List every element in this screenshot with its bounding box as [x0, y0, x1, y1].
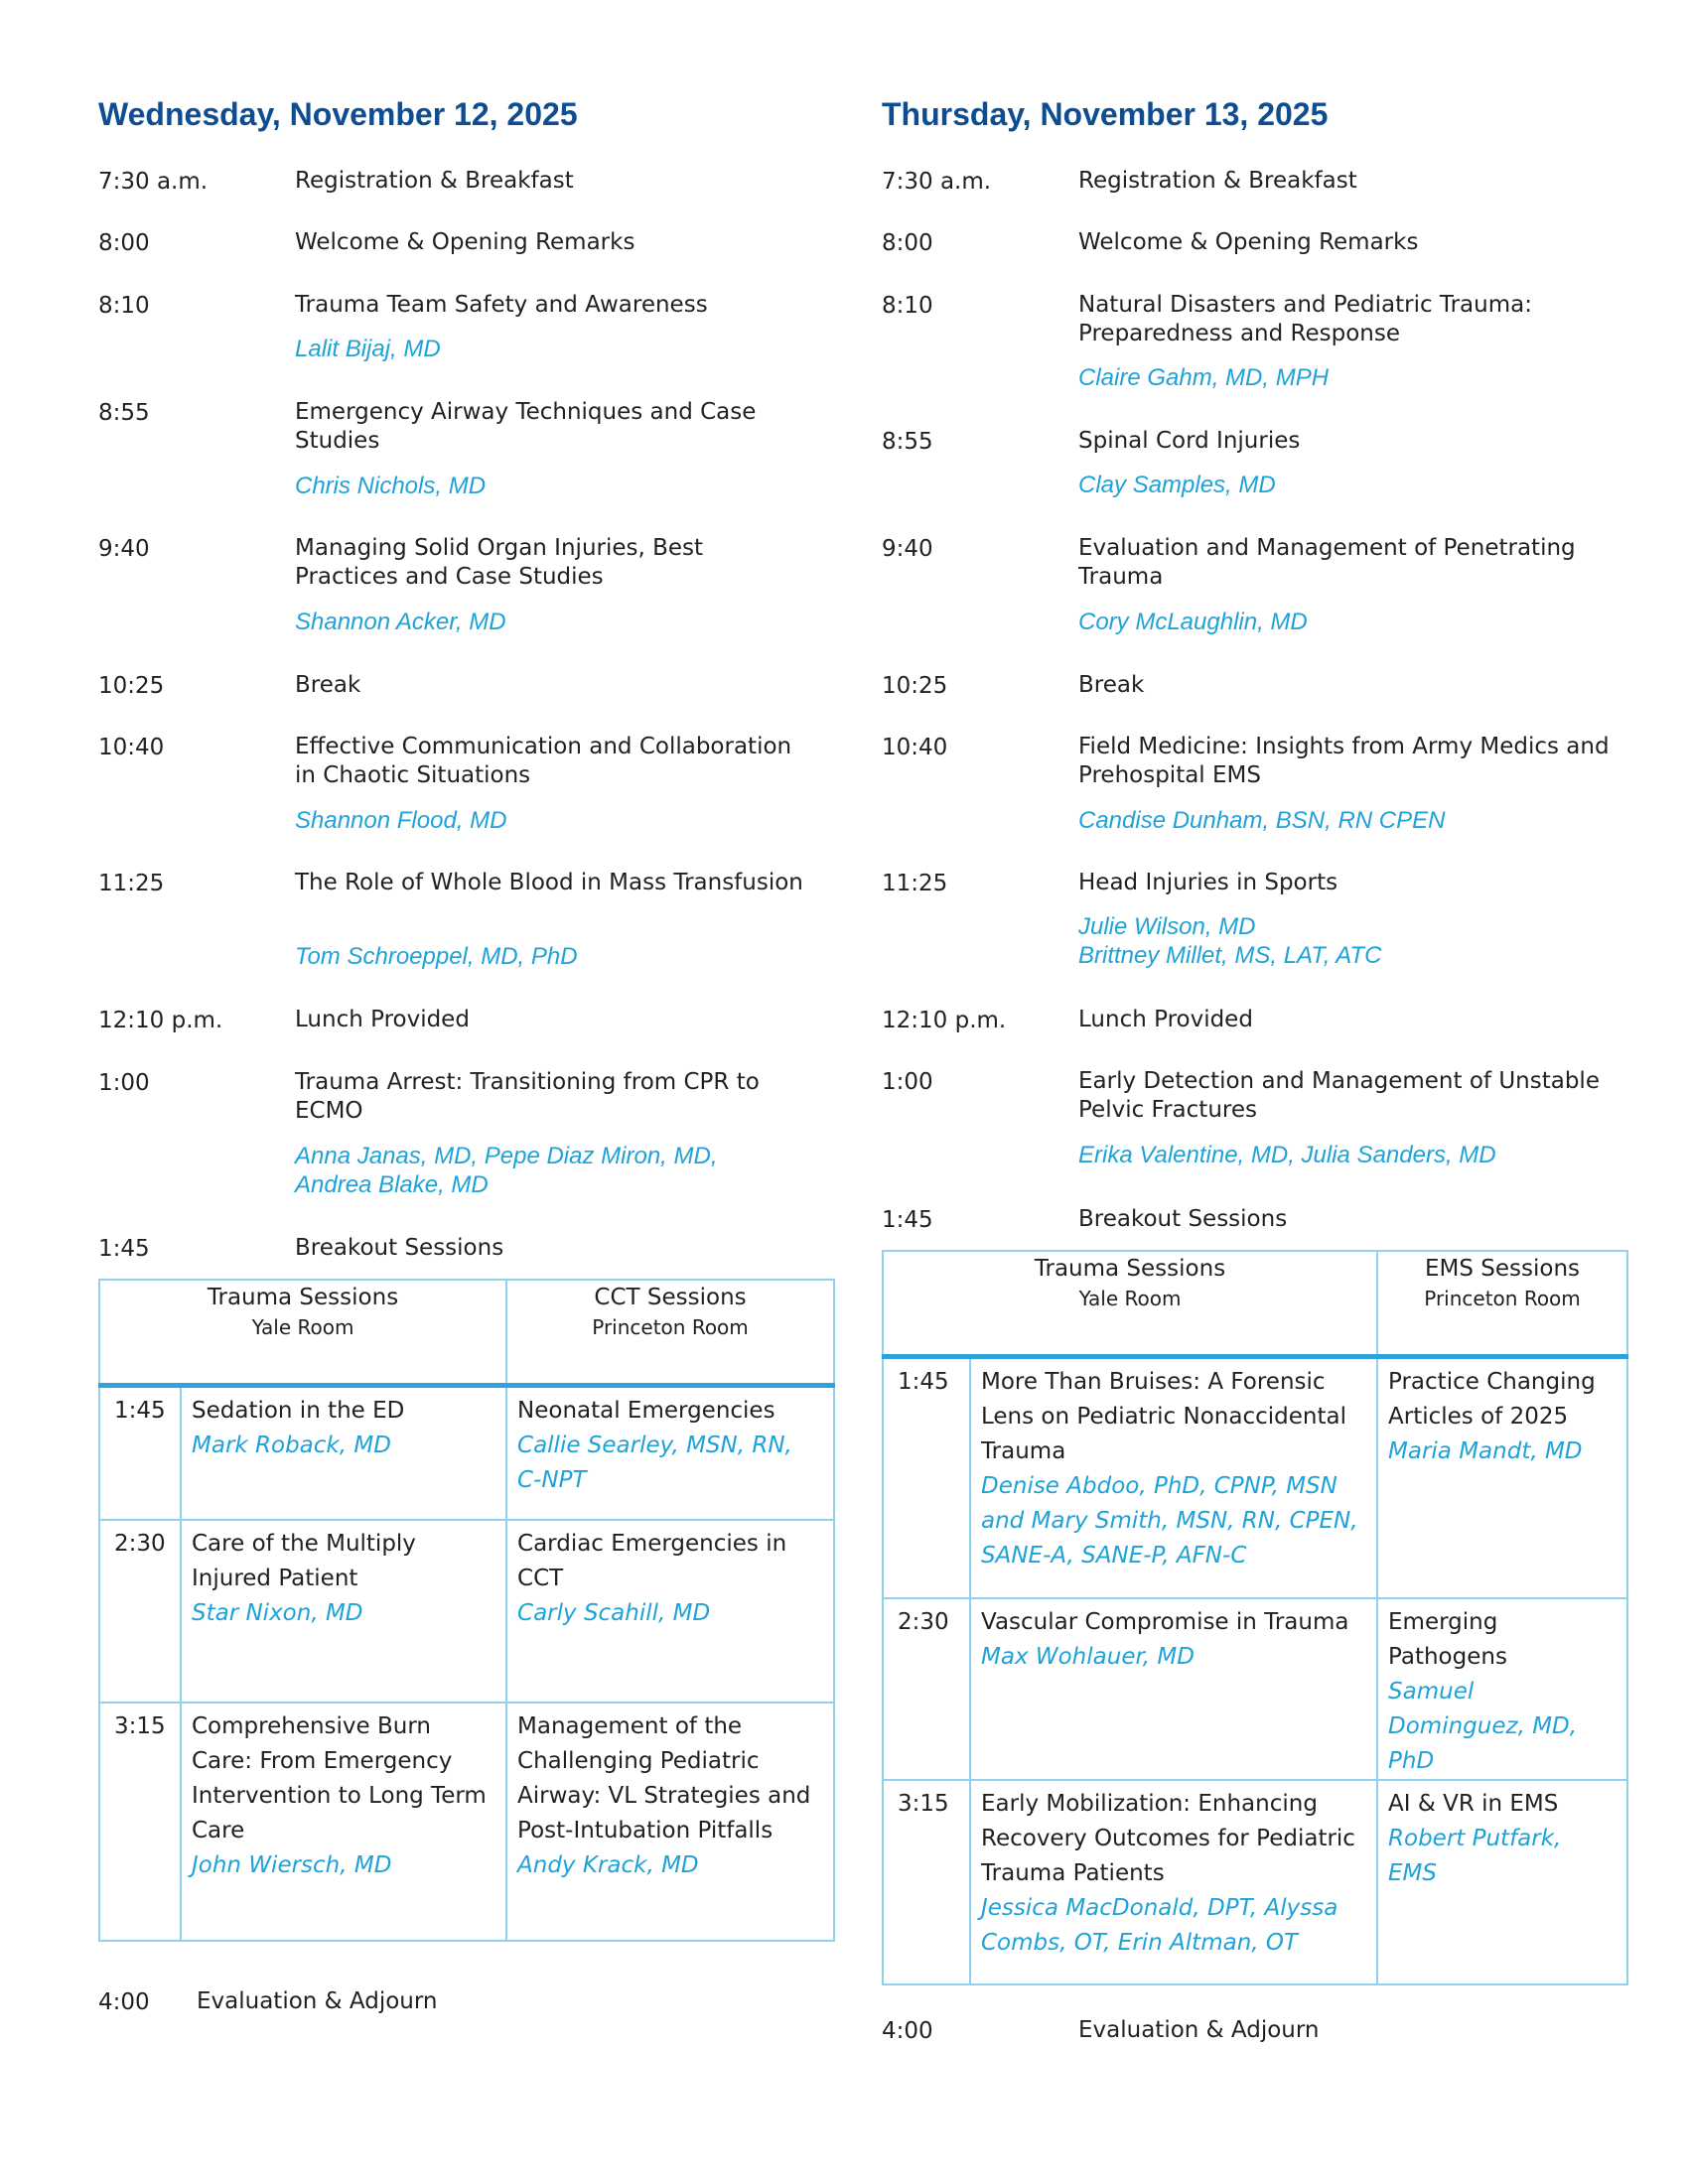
breakout-speaker: Carly Scahill, MD	[517, 1600, 711, 1626]
session-speaker: Candise Dunham, BSN, RN CPEN	[1078, 807, 1446, 834]
breakout-table	[882, 1250, 1628, 1985]
breakout-speaker: Samuel Dominguez, MD, PhD	[1388, 1679, 1578, 1774]
breakout-title: More Than Bruises: A Forensic Lens on Pediatric Nonaccidental Trauma	[981, 1368, 1346, 1464]
session-time: 11:25	[98, 871, 165, 896]
breakout-title: Vascular Compromise in Trauma	[981, 1609, 1349, 1635]
breakout-session	[1377, 1356, 1627, 1598]
session-time: 8:00	[98, 230, 150, 256]
session-title: Evaluation and Management of Penetrating Trauma	[1078, 535, 1576, 590]
breakout-speaker: Jessica MacDonald, DPT, Alyssa Combs, OT, Erin Altman, OT	[981, 1895, 1338, 1956]
session-title: Trauma Arrest: Transitioning from CPR to ECMO	[295, 1069, 760, 1124]
breakout-col-header	[883, 1251, 1377, 1356]
session-time: 7:30 a.m.	[882, 169, 992, 195]
session-title: Evaluation & Adjourn	[1078, 2017, 1320, 2043]
breakout-speaker: Max Wohlauer, MD	[981, 1644, 1195, 1670]
table-row	[883, 1780, 1627, 1984]
breakout-session	[970, 1356, 1377, 1598]
breakout-time: 3:15	[883, 1780, 970, 1984]
breakout-session	[181, 1520, 506, 1703]
session-time: 8:10	[882, 293, 933, 319]
session-title: Registration & Breakfast	[1078, 168, 1357, 194]
session-title: Effective Communication and Collaboration in Chaotic Situations	[295, 734, 792, 788]
breakout-col-header	[506, 1280, 834, 1385]
room-name: Yale Room	[1078, 1287, 1182, 1310]
breakout-title: Comprehensive Burn Care: From Emergency Intervention to Long Term Care	[192, 1713, 487, 1843]
breakout-session	[970, 1780, 1377, 1984]
breakout-time: 2:30	[883, 1598, 970, 1780]
session-time: 8:55	[882, 429, 933, 455]
session-title: Welcome & Opening Remarks	[1078, 229, 1419, 255]
breakout-title: Care of the Multiply Injured Patient	[192, 1531, 416, 1591]
session-title: Break	[295, 672, 361, 698]
breakout-title: Practice Changing Articles of 2025	[1388, 1368, 1596, 1430]
session-title: The Role of Whole Blood in Mass Transfusion	[295, 870, 803, 895]
session-title: Early Detection and Management of Unstable Pelvic Fractures	[1078, 1068, 1600, 1123]
table-row	[99, 1520, 834, 1703]
day-heading: Thursday, November 13, 2025	[882, 96, 1329, 132]
track-name: CCT Sessions	[594, 1285, 747, 1310]
session-time: 4:00	[98, 1989, 150, 2015]
session-time: 8:00	[882, 230, 933, 256]
breakout-title: AI & VR in EMS	[1388, 1791, 1559, 1817]
breakout-title: Neonatal Emergencies	[517, 1397, 775, 1424]
session-time: 1:00	[882, 1069, 933, 1095]
session-time: 9:40	[882, 536, 933, 562]
breakout-session	[506, 1703, 834, 1941]
breakout-title: Cardiac Emergencies in CCT	[517, 1531, 787, 1591]
room-name: Yale Room	[251, 1315, 354, 1339]
session-title: Emergency Airway Techniques and Case Studies	[295, 399, 757, 454]
breakout-speaker: Callie Searley, MSN, RN, C-NPT	[517, 1432, 792, 1493]
session-speaker: Erika Valentine, MD, Julia Sanders, MD	[1078, 1142, 1496, 1168]
session-time: 12:10 p.m.	[98, 1008, 223, 1033]
session-time: 7:30 a.m.	[98, 169, 209, 195]
table-row	[99, 1703, 834, 1941]
session-time: 1:45	[98, 1236, 150, 1262]
session-speaker: Claire Gahm, MD, MPH	[1078, 364, 1330, 391]
session-speaker: Shannon Acker, MD	[295, 609, 506, 635]
breakout-time: 3:15	[99, 1703, 181, 1941]
breakout-title: Sedation in the ED	[192, 1397, 405, 1424]
table-row	[99, 1385, 834, 1520]
session-title: Head Injuries in Sports	[1078, 870, 1338, 895]
breakout-session	[1377, 1598, 1627, 1780]
session-speaker: Brittney Millet, MS, LAT, ATC	[1078, 942, 1382, 969]
session-speaker: Lalit Bijaj, MD	[295, 336, 441, 362]
session-title: Lunch Provided	[295, 1007, 470, 1032]
breakout-title: Early Mobilization: Enhancing Recovery Outcomes for Pediatric Trauma Patients	[981, 1791, 1355, 1886]
breakout-session	[181, 1703, 506, 1941]
session-title: Breakout Sessions	[1078, 1206, 1288, 1232]
breakout-speaker: John Wiersch, MD	[192, 1852, 392, 1878]
track-name: EMS Sessions	[1425, 1256, 1581, 1282]
table-row	[883, 1356, 1627, 1598]
breakout-col-header	[1377, 1251, 1627, 1356]
session-title: Break	[1078, 672, 1145, 698]
session-speaker: Julie Wilson, MD	[1078, 913, 1256, 940]
session-speaker: Anna Janas, MD, Pepe Diaz Miron, MD,	[295, 1143, 718, 1169]
breakout-speaker: Maria Mandt, MD	[1388, 1437, 1583, 1464]
session-title: Breakout Sessions	[295, 1235, 504, 1261]
session-time: 10:25	[98, 673, 165, 699]
room-name: Princeton Room	[592, 1315, 749, 1339]
session-title: Welcome & Opening Remarks	[295, 229, 635, 255]
session-time: 8:10	[98, 293, 150, 319]
session-time: 1:45	[882, 1207, 933, 1233]
session-time: 12:10 p.m.	[882, 1008, 1007, 1033]
breakout-session	[181, 1385, 506, 1520]
room-name: Princeton Room	[1424, 1287, 1581, 1310]
breakout-speaker: Denise Abdoo, PhD, CPNP, MSN and Mary Smith, MSN, RN, CPEN, SANE-A, SANE-P, AFN-C	[981, 1472, 1358, 1569]
session-speaker: Tom Schroeppel, MD, PhD	[295, 943, 578, 970]
breakout-time: 2:30	[99, 1520, 181, 1703]
breakout-time: 1:45	[883, 1356, 970, 1598]
session-speaker: Andrea Blake, MD	[295, 1171, 489, 1198]
session-time: 4:00	[882, 2018, 933, 2044]
session-time: 10:25	[882, 673, 948, 699]
breakout-session	[970, 1598, 1377, 1780]
session-time: 1:00	[98, 1070, 150, 1096]
breakout-speaker: Star Nixon, MD	[192, 1600, 363, 1626]
track-name: Trauma Sessions	[1034, 1256, 1226, 1282]
breakout-time: 1:45	[99, 1385, 181, 1520]
breakout-speaker: Mark Roback, MD	[192, 1432, 391, 1458]
session-speaker: Cory McLaughlin, MD	[1078, 609, 1308, 635]
session-title: Lunch Provided	[1078, 1007, 1253, 1032]
session-time: 9:40	[98, 536, 150, 562]
session-title: Spinal Cord Injuries	[1078, 428, 1301, 454]
breakout-col-header	[99, 1280, 506, 1385]
session-title: Registration & Breakfast	[295, 168, 574, 194]
breakout-title: Management of the Challenging Pediatric Airway: VL Strategies and Post-Intubation Pitfalls	[517, 1713, 811, 1843]
day-heading: Wednesday, November 12, 2025	[98, 96, 578, 132]
session-title: Natural Disasters and Pediatric Trauma: Preparedness and Response	[1078, 292, 1532, 346]
session-speaker: Shannon Flood, MD	[295, 807, 507, 834]
session-time: 8:55	[98, 400, 150, 426]
session-time: 11:25	[882, 871, 948, 896]
breakout-session	[1377, 1780, 1627, 1984]
breakout-session	[506, 1520, 834, 1703]
session-title: Field Medicine: Insights from Army Medics and Prehospital EMS	[1078, 734, 1610, 788]
breakout-title: Emerging Pathogens	[1388, 1609, 1507, 1670]
session-time: 10:40	[98, 735, 165, 760]
session-speaker: Clay Samples, MD	[1078, 472, 1276, 498]
breakout-speaker: Andy Krack, MD	[517, 1852, 699, 1878]
breakout-speaker: Robert Putfark, EMS	[1388, 1826, 1562, 1886]
session-title: Managing Solid Organ Injuries, Best Practices and Case Studies	[295, 535, 704, 590]
track-name: Trauma Sessions	[207, 1285, 399, 1310]
breakout-table	[98, 1279, 835, 1942]
table-row	[883, 1598, 1627, 1780]
session-time: 10:40	[882, 735, 948, 760]
breakout-session	[506, 1385, 834, 1520]
session-speaker: Chris Nichols, MD	[295, 473, 487, 499]
session-title: Trauma Team Safety and Awareness	[295, 292, 708, 318]
session-title: Evaluation & Adjourn	[197, 1988, 438, 2014]
